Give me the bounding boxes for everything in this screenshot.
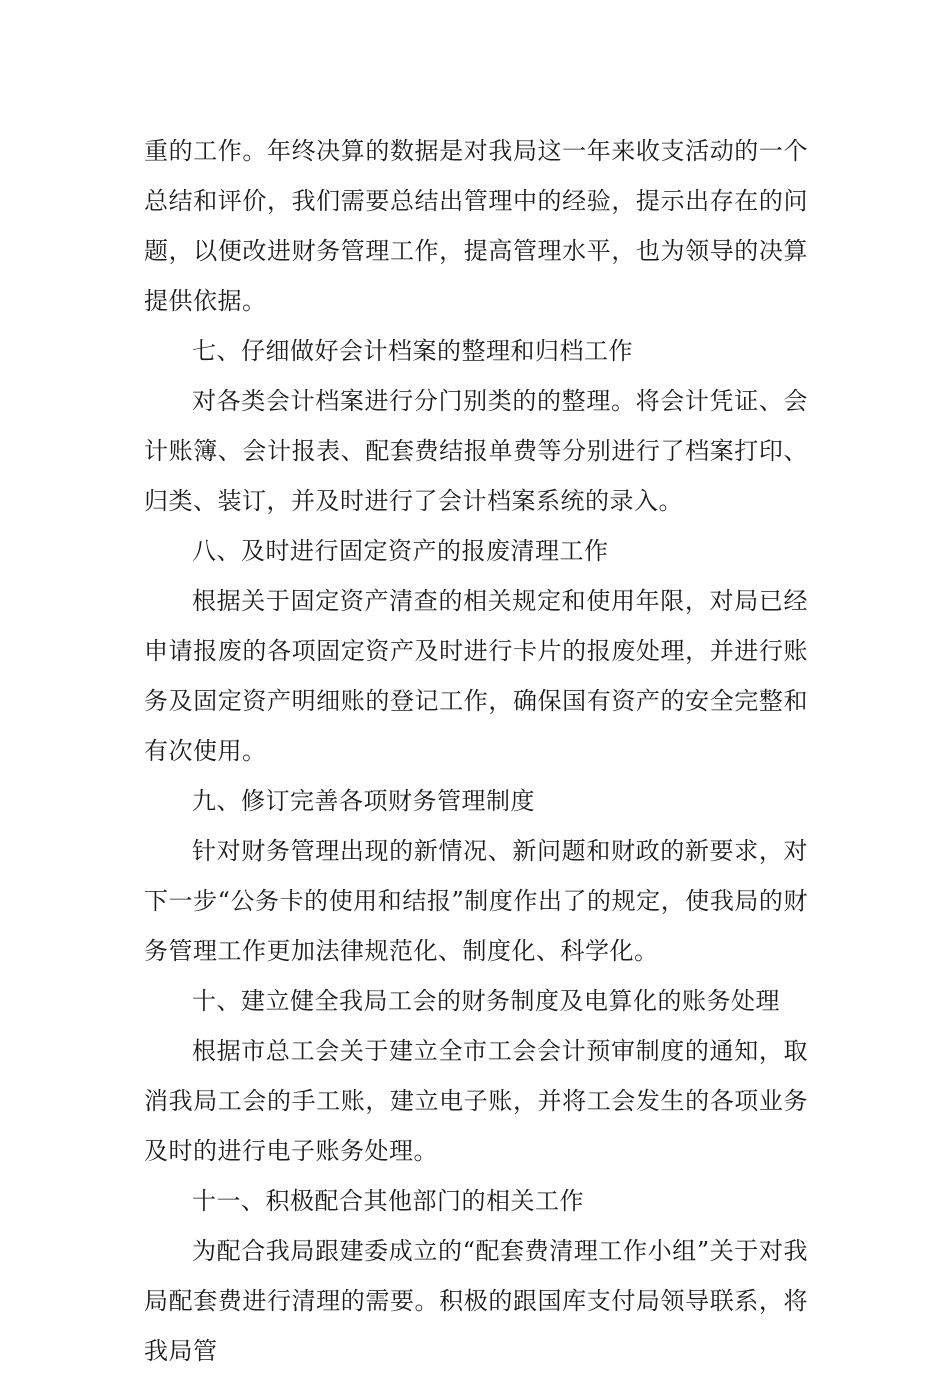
section-heading-8: 八、及时进行固定资产的报废清理工作 (192, 537, 609, 565)
paragraph-cooperation: 为配合我局跟建委成立的“配套费清理工作小组”关于对我局配套费进行清理的需要。积极的跟国库支付局领导联系，将我局管 (144, 1237, 808, 1365)
paragraph-union-accounts: 根据市总工会关于建立全市工会会计预审制度的通知，取消我局工会的手工账，建立电子账，并将工会发生的各项业务及时的进行电子账务处理。 (144, 1037, 808, 1165)
section-heading-10: 十、建立健全我局工会的财务制度及电算化的账务处理 (192, 987, 780, 1015)
section-heading-7: 七、仔细做好会计档案的整理和归档工作 (192, 337, 633, 365)
section-heading-11: 十一、积极配合其他部门的相关工作 (192, 1187, 584, 1215)
paragraph-accounting-archives: 对各类会计档案进行分门别类的的整理。将会计凭证、会计账簿、会计报表、配套费结报单费等分别进行了档案打印、归类、装订，并及时进行了会计档案系统的录入。 (144, 387, 808, 515)
paragraph-fixed-assets: 根据关于固定资产清查的相关规定和使用年限，对局已经申请报废的各项固定资产及时进行卡片的报废处理，并进行账务及固定资产明细账的登记工作，确保国有资产的安全完整和有次使用。 (144, 587, 808, 765)
section-heading-9: 九、修订完善各项财务管理制度 (192, 787, 535, 815)
document-body (144, 126, 808, 1376)
paragraph-continuation: 重的工作。年终决算的数据是对我局这一年来收支活动的一个总结和评价，我们需要总结出管理中的经验，提示出存在的问题，以便改进财务管理工作，提高管理水平，也为领导的决算提供依据。 (144, 137, 808, 315)
paragraph-financial-rules: 针对财务管理出现的新情况、新问题和财政的新要求，对下一步“公务卡的使用和结报”制度作出了的规定，使我局的财务管理工作更加法律规范化、制度化、科学化。 (144, 837, 808, 965)
